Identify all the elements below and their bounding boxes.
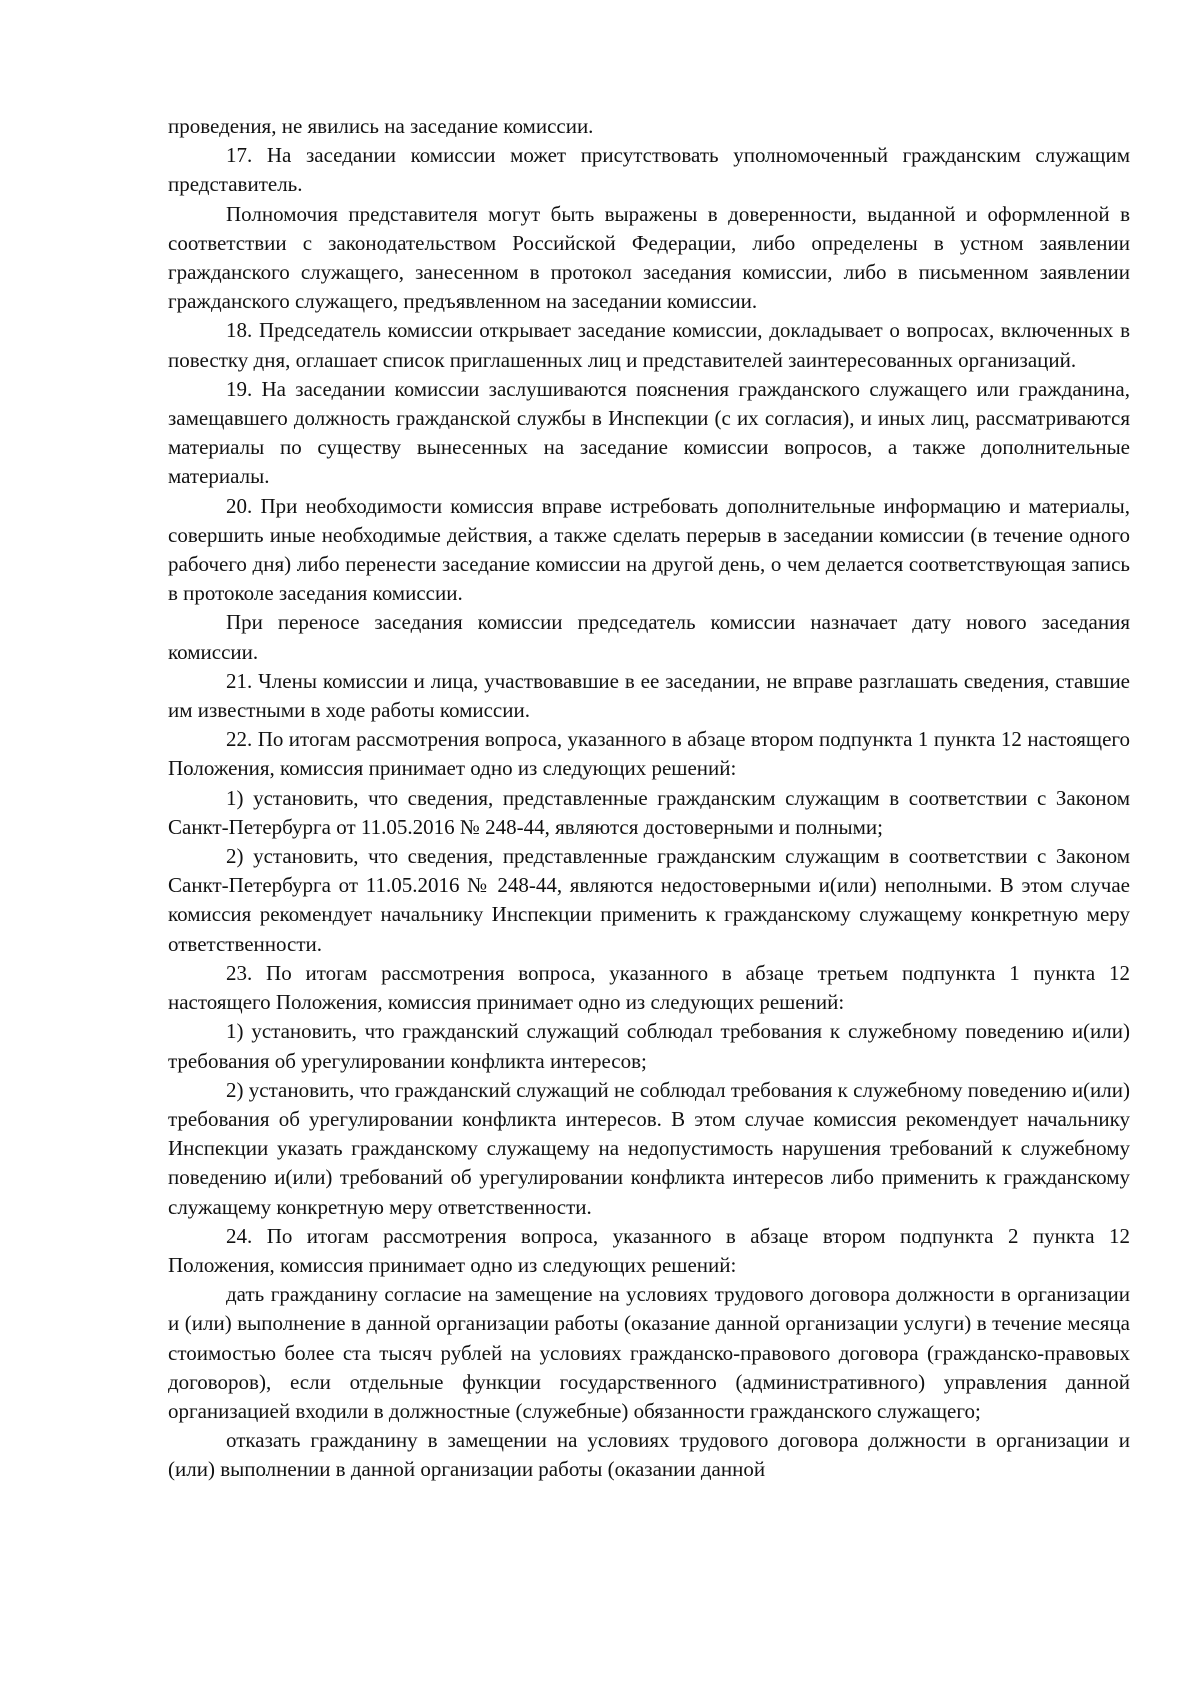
- paragraph-22-item-1: 1) установить, что сведения, представленные гражданским служащим в соответствии с Законом Санкт-Петербурга от 11.05.2016 № 248-44, являются достоверными и полными;: [168, 785, 1130, 839]
- paragraph-19: 19. На заседании комиссии заслушиваются пояснения гражданского служащего или гражданина, замещавшего должность гражданской службы в Инспекции (с их согласия), и иных лиц, рассматриваются материалы по существу вынесенных на заседание комиссии вопросов, а также дополнительные материалы.: [168, 376, 1130, 489]
- paragraph-20-transfer: При переносе заседания комиссии председатель комиссии назначает дату нового заседания комиссии.: [168, 610, 1130, 664]
- paragraph-23-item-1: 1) установить, что гражданский служащий соблюдал требования к служебному поведению и(или) требования об урегулировании конфликта интересов;: [168, 1019, 1130, 1073]
- paragraph-22: 22. По итогам рассмотрения вопроса, указанного в абзаце втором подпункта 1 пункта 12 настоящего Положения, комиссия принимает одно из следующих решений:: [168, 727, 1130, 781]
- paragraph-24-refusal: отказать гражданину в замещении на условиях трудового договора должности в организации и (или) выполнении в данной организации работы (оказании данной: [168, 1428, 1130, 1482]
- paragraph-18: 18. Председатель комиссии открывает заседание комиссии, докладывает о вопросах, включенных в повестку дня, оглашает список приглашенных лиц и представителей заинтересованных организаций.: [168, 318, 1130, 372]
- document-body: [168, 112, 1130, 1485]
- paragraph-17-powers: Полномочия представителя могут быть выражены в доверенности, выданной и оформленной в соответствии с законодательством Российской Федерации, либо определены в устном заявлении гражданского служащего, занесенном в протокол заседания комиссии, либо в письменном заявлении гражданского служащего, предъявленном на заседании комиссии.: [168, 201, 1130, 314]
- paragraph-17: 17. На заседании комиссии может присутствовать уполномоченный гражданским служащим представитель.: [168, 143, 1130, 197]
- paragraph-23: 23. По итогам рассмотрения вопроса, указанного в абзаце третьем подпункта 1 пункта 12 настоящего Положения, комиссия принимает одно из следующих решений:: [168, 960, 1130, 1015]
- paragraph-0: проведения, не явились на заседание комиссии.: [168, 114, 594, 138]
- paragraph-22-item-2: 2) установить, что сведения, представленные гражданским служащим в соответствии с Законом Санкт-Петербурга от 11.05.2016 № 248-44, являются недостоверными и(или) неполными. В этом случае комиссия рекомендует начальнику Инспекции применить к гражданскому служащему конкретную меру ответственности.: [168, 844, 1130, 956]
- paragraph-21: 21. Члены комиссии и лица, участвовавшие в ее заседании, не вправе разглашать сведения, ставшие им известными в ходе работы комиссии.: [168, 668, 1130, 723]
- paragraph-23-item-2: 2) установить, что гражданский служащий не соблюдал требования к служебному поведению и(или) требования об урегулировании конфликта интересов. В этом случае комиссия рекомендует начальнику Инспекции указать гражданскому служащему на недопустимость нарушения требований к служебному поведению и(или) требований об урегулировании конфликта интересов либо применить к гражданскому служащему конкретную меру ответственности.: [168, 1077, 1130, 1219]
- paragraph-24-consent: дать гражданину согласие на замещение на условиях трудового договора должности в организации и (или) выполнение в данной организации работы (оказание данной организации услуги) в течение месяца стоимостью более ста тысяч рублей на условиях гражданско-правового договора (гражданско-правовых договоров), если отдельные функции государственного (административного) управления данной организацией входили в должностные (служебные) обязанности гражданского служащего;: [168, 1282, 1130, 1423]
- paragraph-24: 24. По итогам рассмотрения вопроса, указанного в абзаце втором подпункта 2 пункта 12 Положения, комиссия принимает одно из следующих решений:: [168, 1223, 1130, 1277]
- paragraph-20: 20. При необходимости комиссия вправе истребовать дополнительные информацию и материалы, совершить иные необходимые действия, а также сделать перерыв в заседании комиссии (в течение одного рабочего дня) либо перенести заседание комиссии на другой день, о чем делается соответствующая запись в протоколе заседания комиссии.: [168, 493, 1130, 606]
